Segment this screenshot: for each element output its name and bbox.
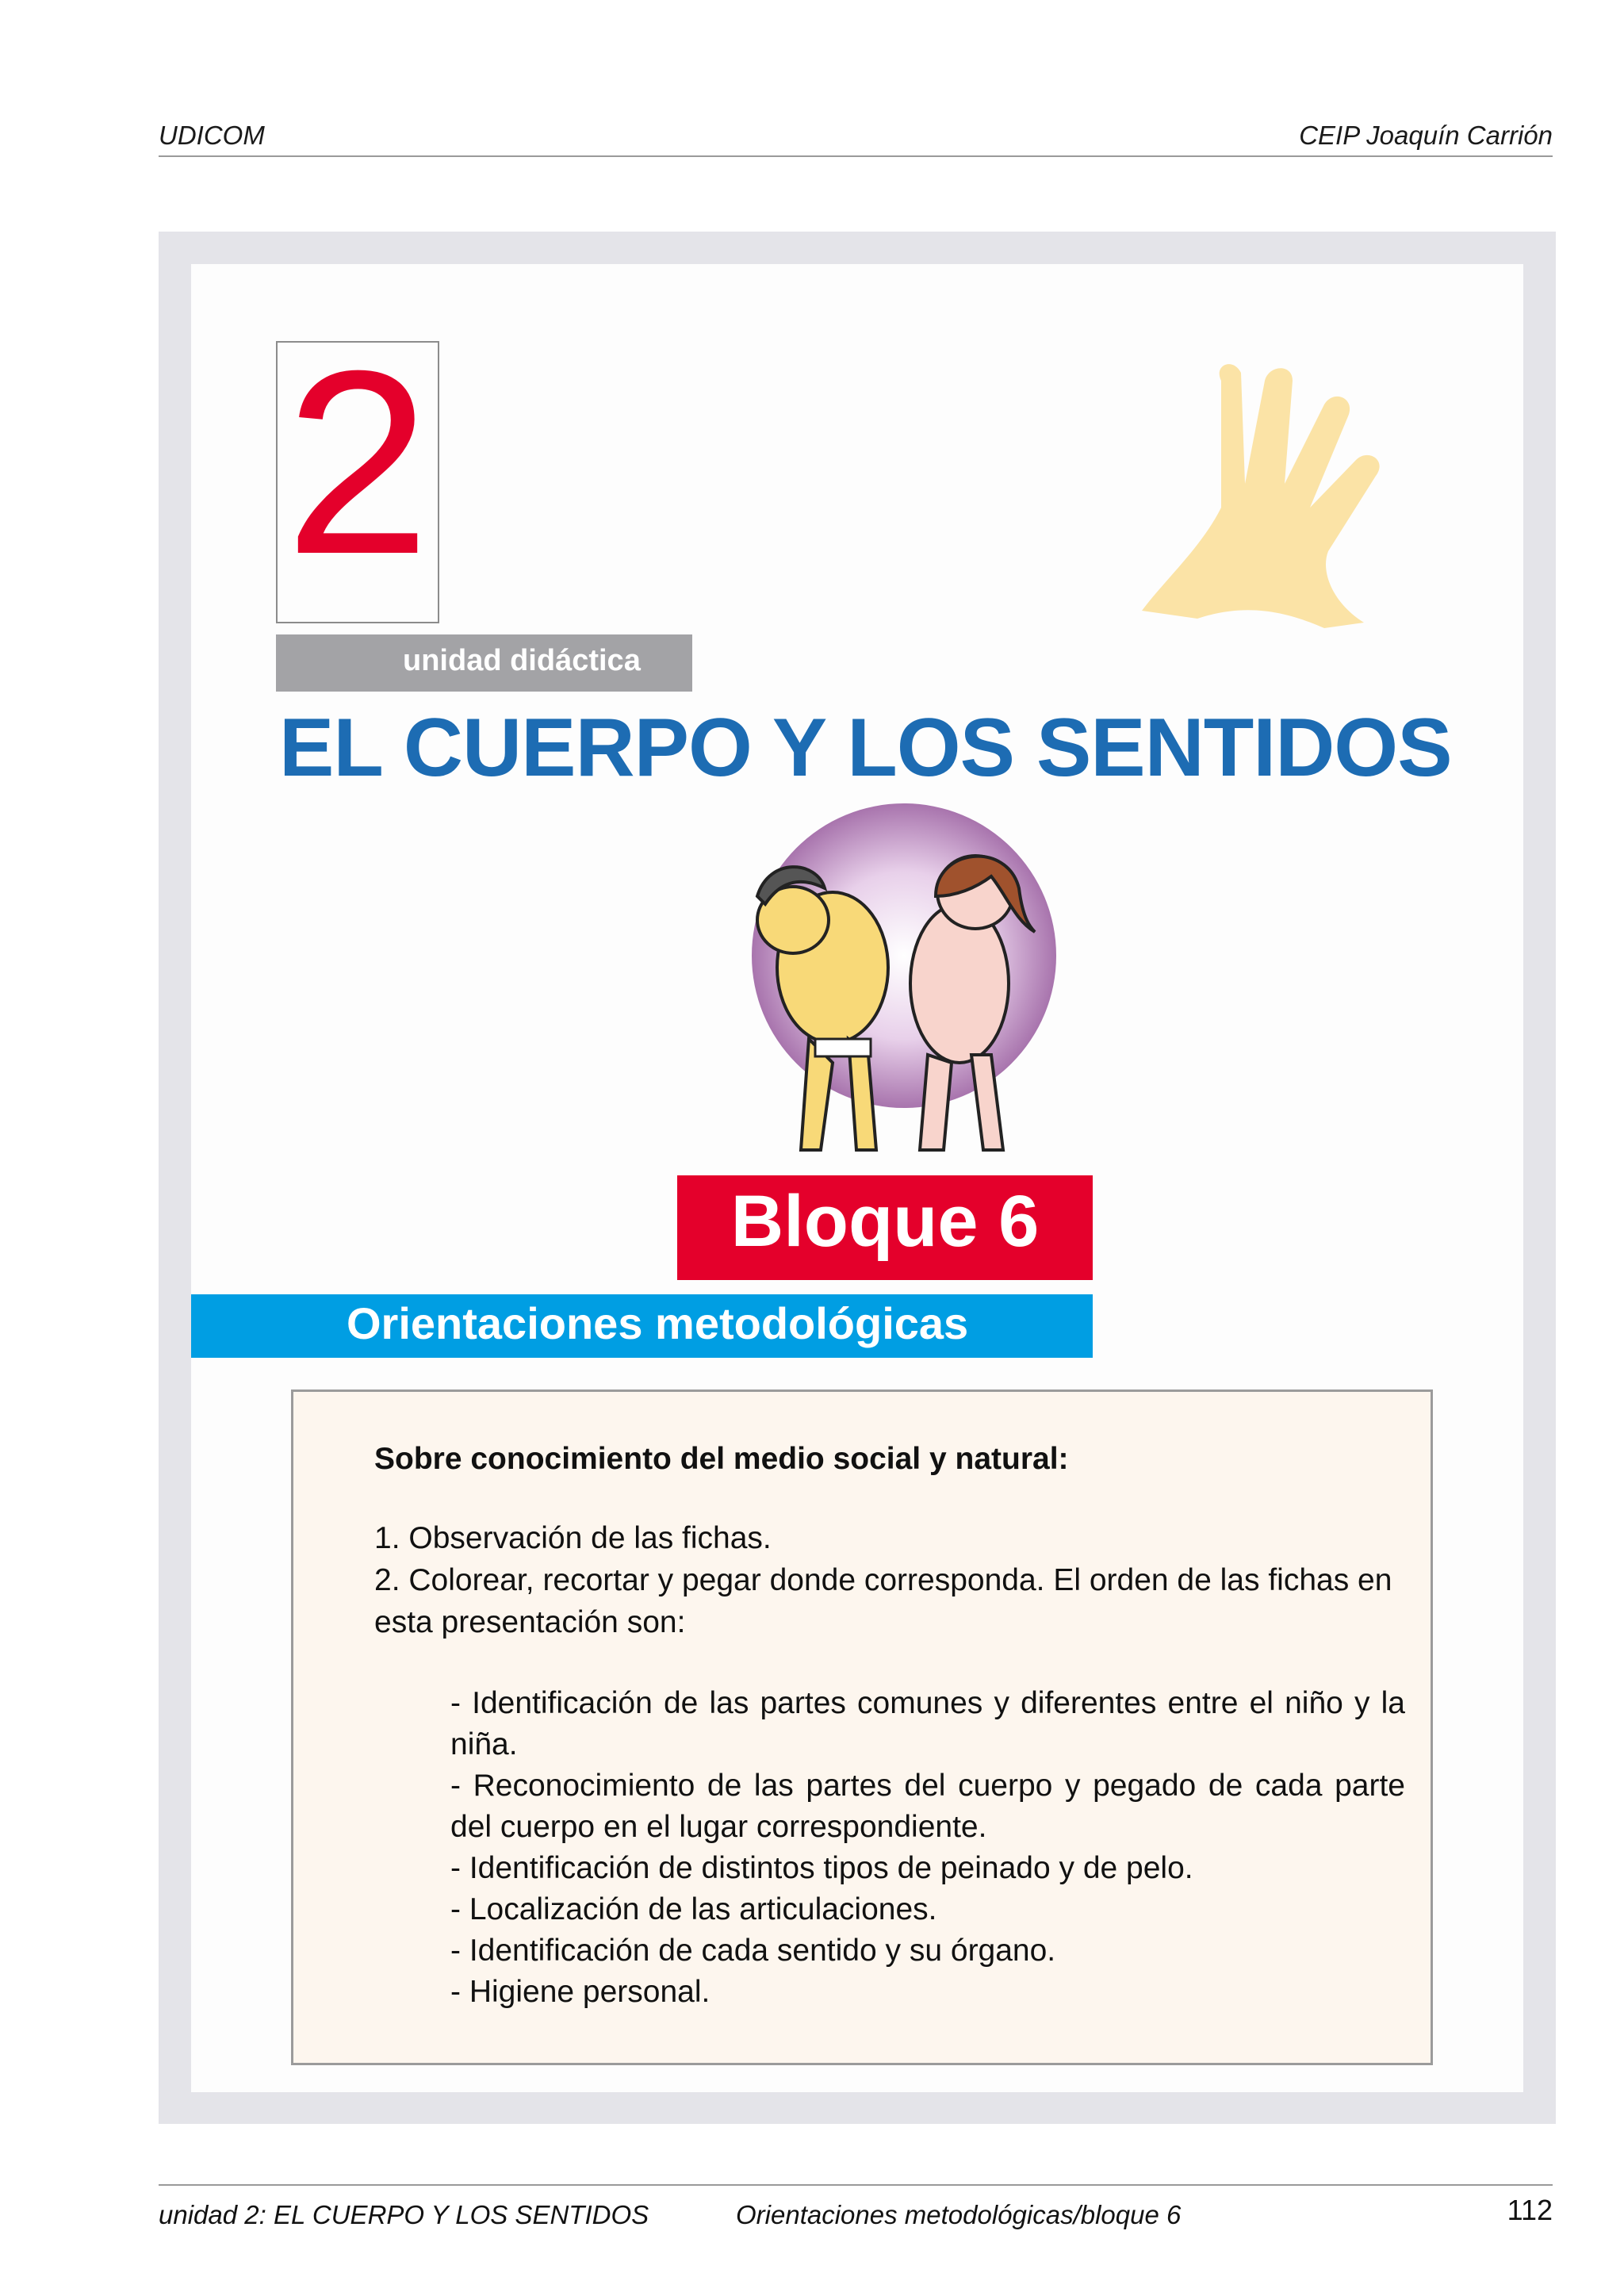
sublist-item: - Reconocimiento de las partes del cuerpo y pegado de cada parte del cuerpo en el lugar correspondiente. <box>450 1769 1405 1844</box>
footer-divider <box>159 2184 1553 2186</box>
unit-title: EL CUERPO Y LOS SENTIDOS <box>279 702 1452 794</box>
guideline-item-1: 1. Observación de las fichas. <box>374 1521 772 1555</box>
guideline-item-2: 2. Colorear, recortar y pegar donde corresponda. El orden de las fichas en esta presentación son: <box>374 1563 1392 1639</box>
unit-label: unidad didáctica <box>403 644 641 677</box>
footer-middle-text: Orientaciones metodológicas/bloque 6 <box>736 2200 1182 2229</box>
guidelines-heading: Sobre conocimiento del medio social y natural: <box>374 1442 1069 1476</box>
unit-number: 2 <box>285 316 431 608</box>
page-number: 112 <box>1507 2194 1553 2226</box>
header-right-text: CEIP Joaquín Carrión <box>1299 121 1553 150</box>
sublist-item: - Identificación de cada sentido y su órgano. <box>450 1934 1056 1968</box>
section-title: Orientaciones metodológicas <box>347 1298 969 1348</box>
sublist-item: - Identificación de distintos tipos de peinado y de pelo. <box>450 1851 1193 1885</box>
children-illustration <box>722 801 1071 1182</box>
sublist-item: - Identificación de las partes comunes y diferentes entre el niño y la niña. <box>450 1686 1405 1761</box>
guideline-sublist <box>450 1683 1405 2013</box>
block-label: Bloque 6 <box>730 1181 1040 1262</box>
header-left-text: UDICOM <box>159 121 265 150</box>
header-divider <box>159 155 1553 157</box>
hand-illustration <box>1126 349 1427 634</box>
sublist-item: - Localización de las articulaciones. <box>450 1892 937 1926</box>
footer-left-text: unidad 2: EL CUERPO Y LOS SENTIDOS <box>159 2200 649 2229</box>
sublist-item: - Higiene personal. <box>450 1975 710 2009</box>
